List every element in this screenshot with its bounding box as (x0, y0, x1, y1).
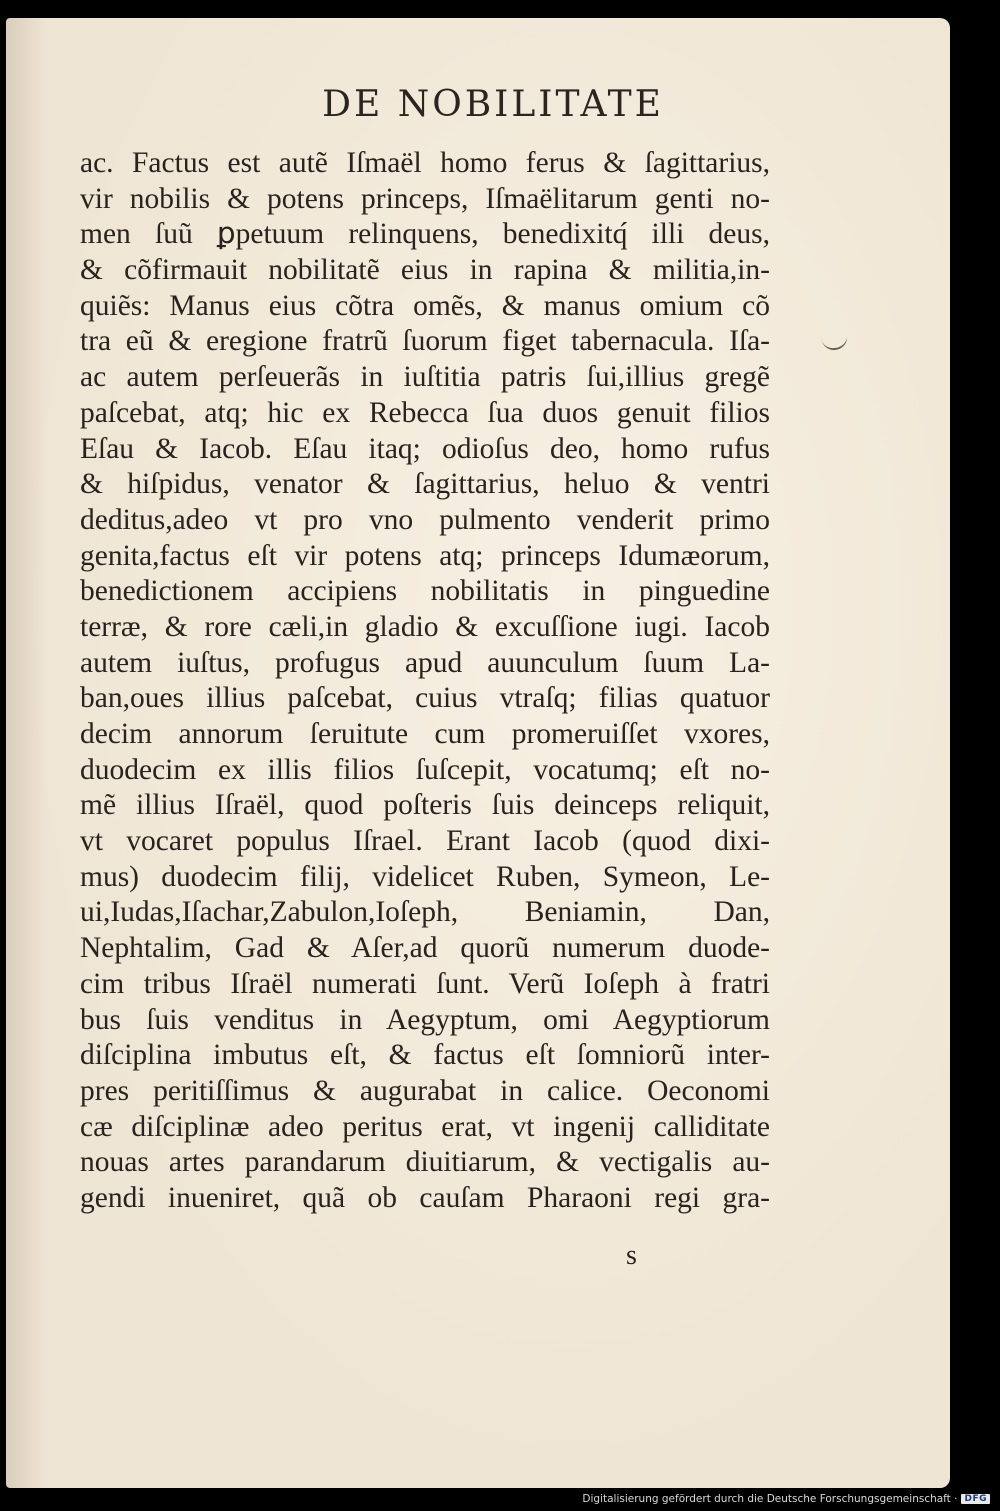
book-page (6, 18, 950, 1488)
text-line: nouas artes parandarum diuitiarum, & vectigalis au- (80, 1146, 770, 1179)
text-line: ac autem perſeuerãs in iuſtitia patris ſui,illius gregẽ (80, 361, 770, 394)
text-line: cæ diſciplinæ adeo peritus erat, vt ingenij calliditate (80, 1110, 770, 1143)
dfg-logo: DFG (961, 1494, 990, 1504)
text-line: bus ſuis venditus in Aegyptum, omi Aegyptiorum (80, 1003, 770, 1036)
text-line: ban,oues illius paſcebat, cuius vtraſq; filias quatuor (80, 682, 770, 715)
text-line: mẽ illius Iſraël, quod poſteris ſuis deinceps reliquit, (80, 789, 770, 822)
text-line: diſciplina imbutus eſt, & factus eſt ſomniorũ inter- (80, 1039, 770, 1072)
text-line: cim tribus Iſraël numerati ſunt. Verũ Ioſeph à fratri (80, 967, 770, 1000)
text-line: ac. Factus est autẽ Iſmaël homo ferus & ſagittarius, (80, 147, 770, 179)
text-line: quiẽs: Manus eius cõtra omẽs, & manus omium cõ (80, 289, 770, 322)
text-line: ui,Iudas,Iſachar,Zabulon,Ioſeph, Beniamin, Dan, (80, 896, 770, 929)
text-line: men ſuũ ꝑpetuum relinquens, benedixitq́ illi deus, (80, 218, 770, 251)
text-line: genita,factus eſt vir potens atq; princeps Idumæorum, (80, 539, 770, 572)
text-line: decim annorum ſeruitute cum promeruiſſet vxores, (80, 718, 770, 750)
text-line: & hiſpidus, venator & ſagittarius, heluo & ventri (80, 468, 770, 501)
text-line: vt vocaret populus Iſrael. Erant Iacob (quod dixi- (80, 825, 770, 858)
text-line: tra eũ & eregione fratrũ ſuorum figet tabernacula. Iſa- (80, 325, 770, 358)
text-line: gendi inueniret, quã ob cauſam Pharaoni regi gra- (80, 1181, 770, 1214)
running-head: DE NOBILITATE (322, 84, 664, 125)
text-line: mus) duodecim filij, videlicet Ruben, Symeon, Le- (80, 860, 770, 893)
body-text (80, 146, 770, 1217)
text-line: benedictionem accipiens nobilitatis in pinguedine (80, 575, 770, 608)
margin-pen-mark (821, 332, 849, 352)
text-line: Eſau & Iacob. Eſau itaq; odioſus deo, homo rufus (80, 432, 770, 465)
footer-credit: Digitalisierung gefördert durch die Deutsche Forschungsgemeinschaft · (582, 1493, 958, 1505)
text-line: paſcebat, atq; hic ex Rebecca ſua duos genuit filios (80, 396, 770, 429)
text-line: terræ, & rore cæli,in gladio & excuſſione iugi. Iacob (80, 610, 770, 643)
text-line: autem iuſtus, profugus apud auunculum ſuum La- (80, 646, 770, 679)
text-line: deditus,adeo vt pro vno pulmento venderit primo (80, 503, 770, 536)
text-line: duodecim ex illis filios ſuſcepit, vocatumq; eſt no- (80, 753, 770, 786)
text-line: pres peritiſſimus & augurabat in calice. Oeconomi (80, 1074, 770, 1107)
signature-mark: s (626, 1240, 637, 1271)
text-line: & cõfirmauit nobilitatẽ eius in rapina & militia,in- (80, 254, 770, 287)
text-line: vir nobilis & potens princeps, Iſmaëlitarum genti no- (80, 182, 770, 215)
digitization-footer (582, 1493, 990, 1505)
text-line: Nephtalim, Gad & Aſer,ad quorũ numerum duode- (80, 932, 770, 965)
